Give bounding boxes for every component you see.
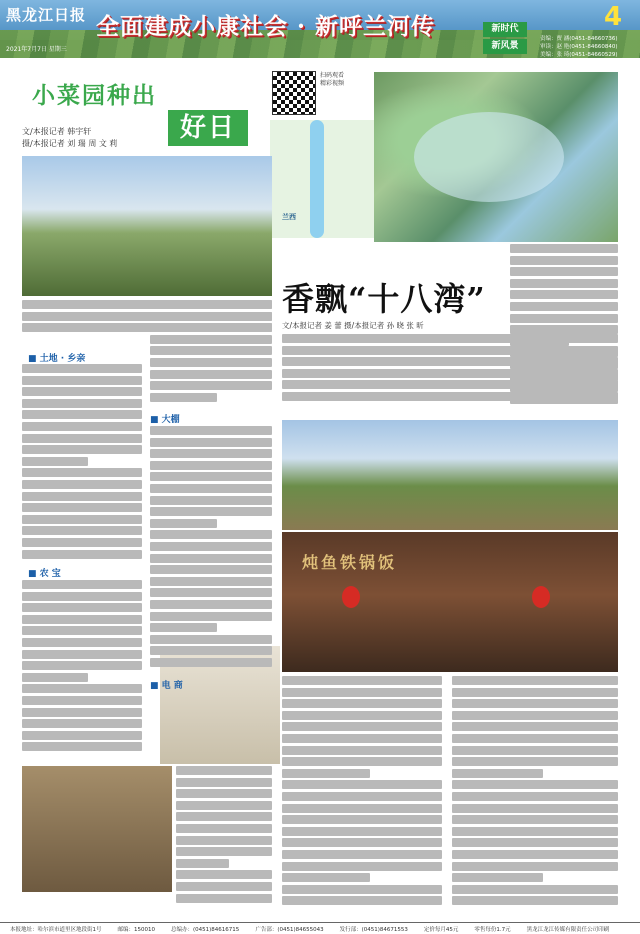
- text-line: [150, 381, 272, 390]
- text-line: [22, 503, 142, 512]
- text-line: [150, 449, 272, 458]
- byline-line: 文/本报记者 韩宇轩: [22, 127, 92, 136]
- text-line: [510, 267, 618, 276]
- text-line: [282, 838, 442, 847]
- body-col-2b: [150, 426, 272, 674]
- text-line: [150, 658, 272, 667]
- text-line: [452, 885, 618, 894]
- text-line: [22, 731, 142, 740]
- text-line: [150, 530, 272, 539]
- text-line: [150, 612, 272, 621]
- text-line: [452, 792, 618, 801]
- body-col-1b: [22, 580, 142, 764]
- masthead: [0, 0, 640, 58]
- issue-date: 2021年7月7日 星期三: [6, 46, 67, 53]
- text-line: [282, 780, 442, 789]
- text-line: [282, 722, 442, 731]
- tag-new-scenery: 新风景: [483, 39, 527, 54]
- text-line: [22, 410, 142, 419]
- text-line: [452, 815, 618, 824]
- text-line: [22, 457, 88, 466]
- text-line: [22, 603, 142, 612]
- text-line: [510, 256, 618, 265]
- text-line: [150, 623, 217, 632]
- story2-byline: 文/本报记者 姜 蕾 摄/本报记者 孙 晓 张 昕: [282, 321, 424, 330]
- text-line: [282, 711, 442, 720]
- text-line: [452, 734, 618, 743]
- text-line: [452, 804, 618, 813]
- text-line: [510, 244, 618, 253]
- store-sign: 炖鱼铁锅饭: [302, 553, 398, 572]
- text-line: [282, 873, 370, 882]
- text-line: [22, 376, 142, 385]
- text-line: [22, 719, 142, 728]
- text-line: [150, 472, 272, 481]
- text-line: [22, 550, 142, 559]
- text-line: [22, 684, 142, 693]
- text-line: [176, 778, 272, 787]
- text-line: [150, 646, 272, 655]
- text-line: [282, 688, 442, 697]
- text-line: [150, 554, 272, 563]
- footer-retail: 零售每份1.7元: [474, 926, 511, 933]
- aerial-water: [414, 112, 564, 202]
- text-line: [510, 348, 618, 357]
- text-line: [22, 492, 142, 501]
- text-line: [150, 635, 272, 644]
- text-line: [22, 615, 142, 624]
- text-line: [22, 673, 88, 682]
- qr-code[interactable]: [272, 71, 316, 115]
- text-line: [150, 577, 272, 586]
- text-line: [510, 290, 618, 299]
- text-line: [282, 734, 442, 743]
- text-line: [452, 827, 618, 836]
- text-line: [150, 393, 217, 402]
- text-line: [452, 676, 618, 685]
- text-line: [282, 757, 442, 766]
- text-line: [22, 399, 142, 408]
- map-place-label: 兰西: [282, 212, 296, 221]
- text-line: [510, 337, 569, 346]
- text-line: [282, 804, 442, 813]
- text-line: [282, 769, 370, 778]
- body-col-2d: [176, 766, 272, 916]
- body-col-3: [282, 676, 442, 916]
- text-line: [22, 626, 142, 635]
- text-line: [22, 538, 142, 547]
- text-line: [510, 372, 618, 381]
- text-line: [282, 850, 442, 859]
- paper-name: 黑龙江日报: [6, 6, 87, 24]
- story2-headline: 香飘“十八湾”: [282, 280, 486, 318]
- photo-village-houses: [282, 420, 618, 530]
- text-line: [176, 789, 272, 798]
- text-line: [150, 426, 272, 435]
- text-line: [22, 387, 142, 396]
- body-col-right-top: [510, 244, 618, 414]
- reviewer-contact: 审读：赵 艳(0451-84660840): [540, 44, 618, 50]
- text-line: [150, 358, 272, 367]
- text-line: [176, 882, 272, 891]
- text-line: [282, 827, 442, 836]
- text-line: [176, 894, 272, 903]
- subhead-treasure: ■ 农 宝: [28, 569, 61, 579]
- text-line: [176, 824, 272, 833]
- footer-distribution: 发行部：(0451)84671553: [339, 926, 408, 933]
- footer-printer: 黑龙江龙江传媒有限责任公司印刷: [526, 926, 610, 933]
- body-col-1a: [22, 364, 142, 564]
- text-line: [150, 370, 272, 379]
- text-line: [452, 873, 543, 882]
- text-line: [452, 780, 618, 789]
- text-line: [452, 746, 618, 755]
- text-line: [22, 742, 142, 751]
- text-line: [510, 325, 618, 334]
- photo-harvest: [22, 766, 172, 892]
- text-line: [150, 588, 272, 597]
- text-line: [22, 526, 142, 535]
- body-col-2a: [150, 300, 272, 408]
- text-line: [510, 302, 618, 311]
- text-line: [150, 335, 272, 344]
- text-line: [282, 815, 442, 824]
- text-line: [150, 438, 272, 447]
- text-line: [22, 364, 142, 373]
- body-col-4: [452, 676, 618, 916]
- text-line: [452, 711, 618, 720]
- text-line: [150, 323, 272, 332]
- byline-line: 摄/本报记者 刘 瑞 周 文 莉: [22, 139, 118, 148]
- text-line: [150, 542, 272, 551]
- river-graphic: [310, 120, 324, 238]
- text-line: [452, 722, 618, 731]
- lantern-icon: [532, 586, 550, 608]
- text-line: [22, 708, 142, 717]
- text-line: [282, 896, 442, 905]
- text-line: [510, 360, 618, 369]
- story1-kicker: 小菜园种出: [32, 82, 157, 109]
- text-line: [176, 847, 272, 856]
- page-number: 4: [604, 2, 623, 32]
- text-line: [282, 699, 442, 708]
- text-line: [22, 468, 142, 477]
- text-line: [510, 314, 618, 323]
- text-line: [282, 792, 442, 801]
- text-line: [22, 434, 142, 443]
- text-line: [176, 812, 272, 821]
- text-line: [452, 688, 618, 697]
- footer: [0, 922, 640, 934]
- text-line: [510, 383, 618, 392]
- text-line: [176, 766, 272, 775]
- text-line: [22, 638, 142, 647]
- text-line: [150, 312, 272, 321]
- text-line: [452, 838, 618, 847]
- footer-price: 定价每月45元: [423, 926, 459, 933]
- text-line: [150, 484, 272, 493]
- footer-address: 本报地址：哈尔滨市道里区地段街1号: [10, 926, 102, 933]
- subhead-ecommerce: ■ 电 商: [150, 681, 183, 691]
- location-map: [270, 120, 374, 238]
- text-line: [452, 757, 618, 766]
- text-line: [22, 650, 142, 659]
- subhead-land: ■ 土地 · 乡亲: [28, 354, 86, 364]
- tag-new-era: 新时代: [483, 22, 527, 37]
- text-line: [452, 769, 543, 778]
- text-line: [150, 600, 272, 609]
- text-line: [22, 480, 142, 489]
- photo-restaurant: [282, 532, 618, 672]
- text-line: [22, 422, 142, 431]
- qr-caption: 扫码观看 精彩视频: [320, 72, 345, 87]
- text-line: [150, 519, 217, 528]
- text-line: [452, 699, 618, 708]
- footer-general: 总编办：(0451)84616715: [171, 926, 240, 933]
- photo-aerial-river: [374, 72, 618, 242]
- banner-title: 全面建成小康社会 · 新呼兰河传: [96, 13, 436, 40]
- text-line: [176, 801, 272, 810]
- text-line: [452, 862, 618, 871]
- editor-contact: 责编：贾 涵(0451-84660736): [540, 36, 618, 42]
- designer-contact: 美编：张 琦(0451-84660529): [540, 52, 618, 58]
- text-line: [282, 885, 442, 894]
- text-line: [510, 279, 618, 288]
- text-line: [150, 346, 272, 355]
- footer-postcode: 邮编：150010: [117, 926, 156, 933]
- text-line: [452, 896, 618, 905]
- text-line: [150, 300, 272, 309]
- text-line: [22, 445, 142, 454]
- footer-ad: 广告部：(0451)84655043: [255, 926, 324, 933]
- story1-headline: 好日: [168, 110, 248, 146]
- text-line: [22, 592, 142, 601]
- text-line: [22, 515, 142, 524]
- text-line: [282, 862, 442, 871]
- text-line: [150, 565, 272, 574]
- text-line: [176, 836, 272, 845]
- subhead-greenhouse: ■ 大棚: [150, 415, 180, 425]
- text-line: [282, 676, 442, 685]
- text-line: [22, 580, 142, 589]
- photo-farmers-in-garden: [22, 156, 272, 296]
- text-line: [150, 496, 272, 505]
- text-line: [452, 850, 618, 859]
- text-line: [176, 859, 229, 868]
- lantern-icon: [342, 586, 360, 608]
- text-line: [176, 870, 272, 879]
- text-line: [510, 395, 618, 404]
- text-line: [282, 746, 442, 755]
- text-line: [22, 696, 142, 705]
- text-line: [150, 507, 272, 516]
- text-line: [22, 661, 142, 670]
- story1-byline: [22, 126, 162, 150]
- text-line: [150, 461, 272, 470]
